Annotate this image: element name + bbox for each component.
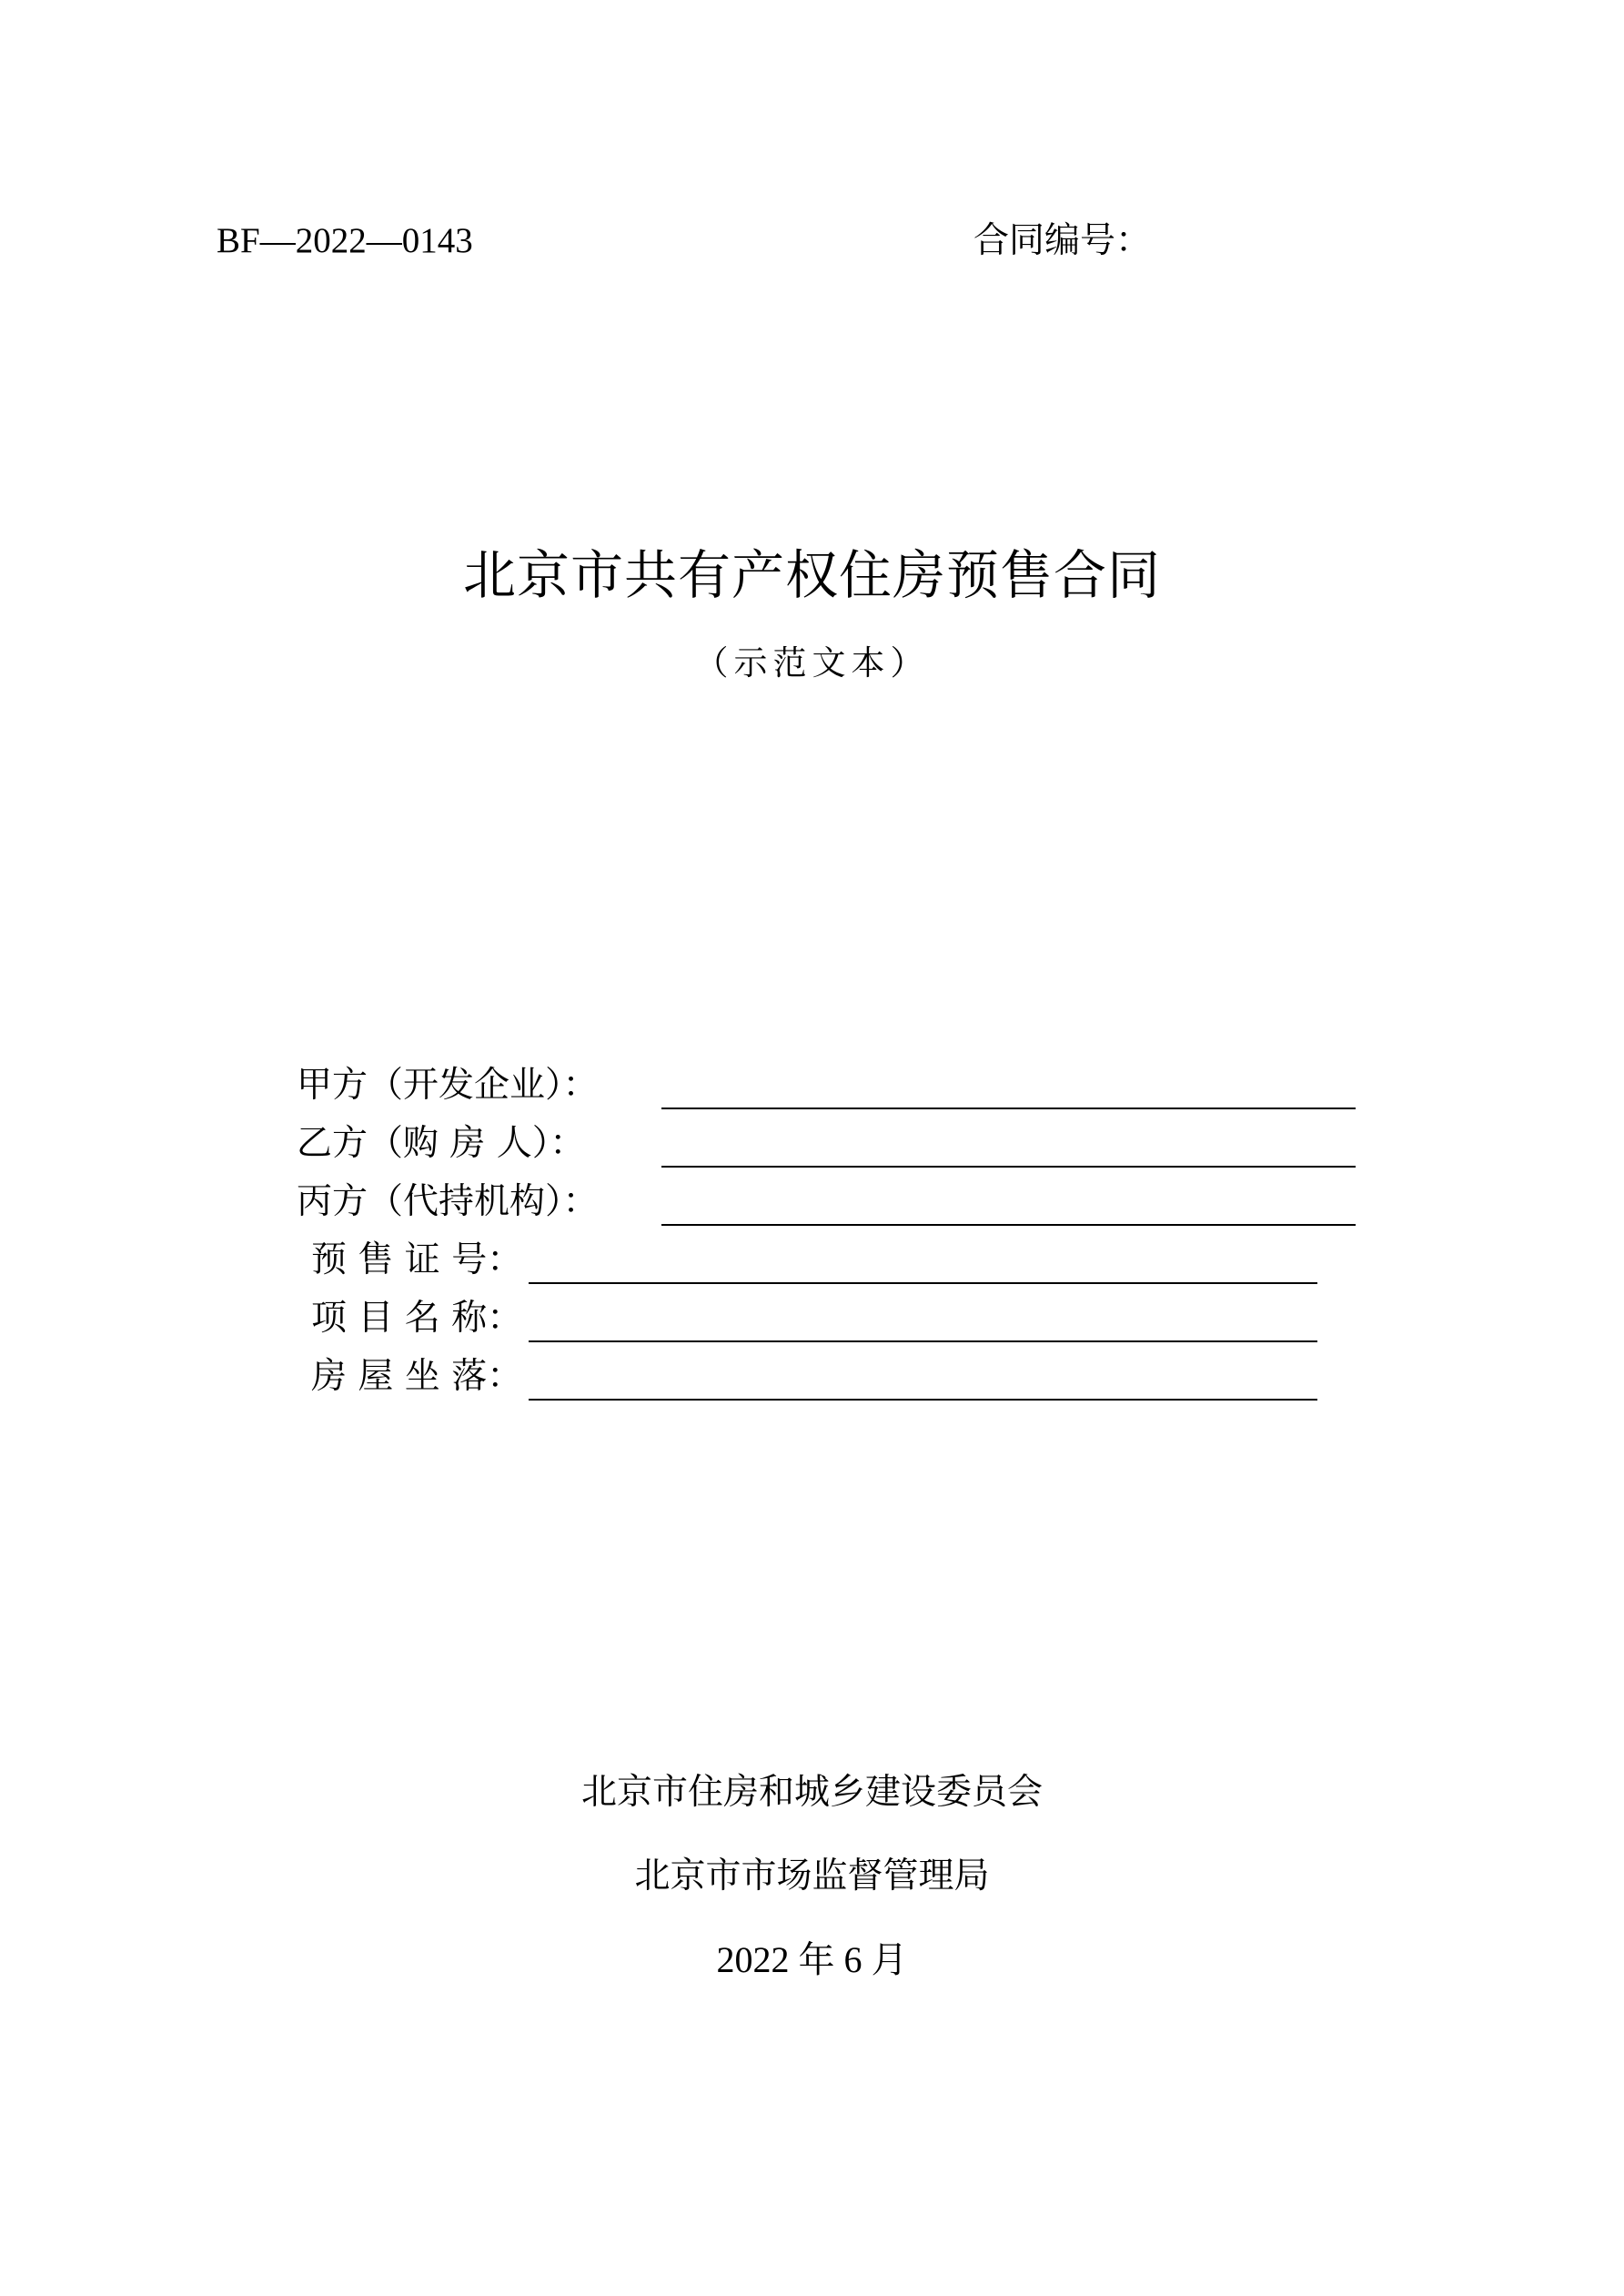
party-b-label: 乙方（购 房 人）： [297, 1123, 586, 1164]
issuer-market-regulation: 北京市市场监督管理局 [634, 1856, 990, 1896]
property-location-label: 房 屋 坐 落： [311, 1356, 523, 1397]
project-name-label: 项 目 名 称： [311, 1298, 523, 1339]
document-title: 北京市共有产权住房预售合同 [462, 544, 1161, 606]
party-c-fill-line[interactable] [661, 1224, 1356, 1226]
issue-date: 2022 年 6 月 [716, 1939, 908, 1980]
presale-permit-label: 预 售 证 号： [311, 1239, 523, 1280]
party-a-fill-line[interactable] [661, 1108, 1356, 1109]
issuer-housing-commission: 北京市住房和城乡建设委员会 [580, 1772, 1043, 1813]
party-a-label: 甲方（开发企业）： [297, 1065, 599, 1106]
presale-permit-fill-line[interactable] [529, 1282, 1317, 1284]
document-code: BF—2022—0143 [217, 221, 473, 260]
property-location-fill-line[interactable] [529, 1399, 1317, 1401]
project-name-fill-line[interactable] [529, 1340, 1317, 1342]
party-b-fill-line[interactable] [661, 1166, 1356, 1168]
party-c-label: 丙方（代持机构）： [297, 1181, 599, 1222]
contract-number-label: 合同编号： [973, 220, 1152, 261]
document-subtitle: （示范文本） [694, 643, 930, 683]
